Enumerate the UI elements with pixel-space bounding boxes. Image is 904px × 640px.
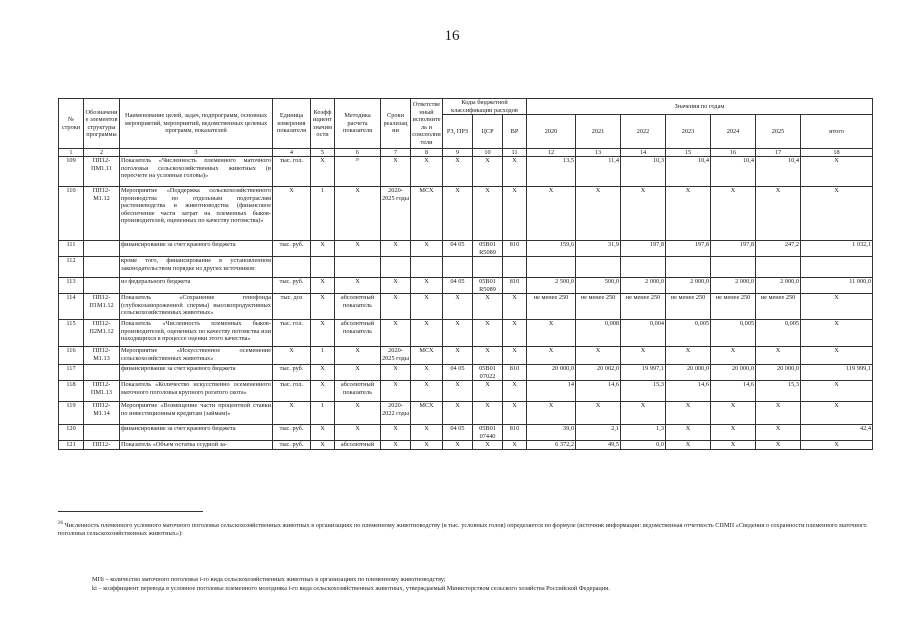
row-executor: Х (411, 157, 443, 187)
row-value-year: Х (711, 347, 756, 365)
row-no: 109 (59, 157, 84, 187)
row-method: Х (335, 187, 381, 241)
row-csr: 05В01 07440 (473, 425, 503, 441)
row-csr: Х (473, 441, 503, 450)
row-value-year: 14,6 (711, 381, 756, 402)
row-value-year: Х (527, 347, 576, 365)
row-terms: Х (381, 241, 411, 257)
row-value-year: не менее 250 (621, 294, 666, 320)
row-no: 120 (59, 425, 84, 441)
row-value-year (527, 257, 576, 278)
row-value-year: 15,3 (621, 381, 666, 402)
legend-line: МПi – количество маточного поголовья i-го вида сельскохозяйственных животных в организациях по племенному животноводству; (92, 576, 446, 583)
row-code: ПП12-П2М1.12 (84, 320, 120, 347)
row-value-year: Х (756, 187, 801, 241)
col-number: 4 (273, 149, 311, 157)
footnote-text: Численность племенного условного маточного поголовья сельскохозяйственных животных в организациях по племенному животноводству (в тыс. условных голов) определяется по формуле (источник информации: ведомственная отчетность СПМП «Сведения о сохранности племенного маточного поголовья сельскохозяйственных животных»): (58, 522, 867, 538)
row-value-year: 0,004 (621, 320, 666, 347)
row-unit (273, 257, 311, 278)
header-name: Наименование целей, задач, подпрограмм, основных мероприятий, мероприятий, ведомственных целевых программ, показателей (120, 99, 273, 149)
row-value-total: Х (801, 441, 873, 450)
row-value-year: Х (756, 425, 801, 441)
row-value-year: 14 (527, 381, 576, 402)
header-budget-codes: Коды бюджетной классификации расходов (443, 99, 527, 115)
row-value-year: 31,9 (576, 241, 621, 257)
row-method: Х (335, 278, 381, 294)
row-value-year: Х (666, 402, 711, 425)
row-value-year: 39,0 (527, 425, 576, 441)
col-number: 12 (527, 149, 576, 157)
row-value-year: Х (666, 441, 711, 450)
row-method: Х (335, 365, 381, 381)
table-row (59, 278, 873, 294)
row-name: Показатель «Количество искусственно осемененного маточного поголовья крупного рогатого скота» (120, 381, 273, 402)
row-value-year: 20 002,0 (576, 365, 621, 381)
row-csr: Х (473, 187, 503, 241)
row-no: 119 (59, 402, 84, 425)
row-name: Показатель «Численность племенных быков-производителей, оцененных по качеству потомства или находящихся в процессе оценки этого качества» (120, 320, 273, 347)
row-value-total: 11 000,0 (801, 278, 873, 294)
row-unit: Х (273, 402, 311, 425)
row-value-year: 2 000,0 (666, 278, 711, 294)
header-method: Методика расчета показателя (335, 99, 381, 149)
col-number: 2 (84, 149, 120, 157)
row-value-year: 1,3 (621, 425, 666, 441)
row-no: 118 (59, 381, 84, 402)
row-no: 110 (59, 187, 84, 241)
row-value-year: 0,0 (621, 441, 666, 450)
row-code (84, 425, 120, 441)
row-value-year: не менее 250 (756, 294, 801, 320)
row-value-year: Х (756, 441, 801, 450)
table-row (59, 294, 873, 320)
row-code (84, 257, 120, 278)
row-terms: Х (381, 425, 411, 441)
table-row (59, 157, 873, 187)
row-coef: 1 (311, 402, 335, 425)
row-value-year: 10,4 (711, 157, 756, 187)
formula-legend (92, 575, 872, 593)
row-terms: Х (381, 157, 411, 187)
col-number: 1 (59, 149, 84, 157)
row-coef: Х (311, 425, 335, 441)
table-row (59, 347, 873, 365)
row-rz: 04 05 (443, 365, 473, 381)
row-terms: Х (381, 441, 411, 450)
row-unit: Х (273, 187, 311, 241)
row-method (335, 257, 381, 278)
row-terms: Х (381, 320, 411, 347)
row-executor: Х (411, 425, 443, 441)
row-terms: 2020-2025 годы (381, 347, 411, 365)
row-csr: Х (473, 402, 503, 425)
header-row-no: № строки (59, 99, 84, 149)
row-rz: Х (443, 187, 473, 241)
row-no: 111 (59, 241, 84, 257)
row-value-year: Х (527, 320, 576, 347)
header-executor: Ответственный исполнитель и соисполнители (411, 99, 443, 149)
row-executor: Х (411, 241, 443, 257)
row-unit: тыс. руб. (273, 241, 311, 257)
footnote-divider (58, 511, 203, 512)
row-value-total: Х (801, 347, 873, 365)
row-method: абсолютный показатель (335, 294, 381, 320)
row-name: финансирование за счет краевого бюджета (120, 241, 273, 257)
row-executor: Х (411, 294, 443, 320)
row-unit: тыс. гол. (273, 320, 311, 347)
row-coef: Х (311, 441, 335, 450)
row-value-total: Х (801, 187, 873, 241)
row-rz: Х (443, 441, 473, 450)
table-row (59, 365, 873, 381)
row-method: абсолютный (335, 441, 381, 450)
row-value-year: 2 000,0 (711, 278, 756, 294)
row-unit: тыс. руб. (273, 365, 311, 381)
row-terms: 2020-2025 годы (381, 187, 411, 241)
row-method: ²⁶ (335, 157, 381, 187)
row-vr: 810 (503, 365, 527, 381)
row-csr (473, 257, 503, 278)
row-rz: Х (443, 347, 473, 365)
row-rz: Х (443, 320, 473, 347)
row-value-year: не менее 250 (527, 294, 576, 320)
row-name: Мероприятие «Возмещение части процентной ставки по инвестиционным кредитам (займам)» (120, 402, 273, 425)
row-vr: Х (503, 187, 527, 241)
row-vr: Х (503, 320, 527, 347)
row-value-total: 42,4 (801, 425, 873, 441)
row-value-total: Х (801, 157, 873, 187)
row-code: ПП12-ПМ1.11 (84, 157, 120, 187)
row-value-year: 20 000,0 (666, 365, 711, 381)
row-csr: Х (473, 381, 503, 402)
row-value-year: 247,2 (756, 241, 801, 257)
header-year: 2021 (576, 115, 621, 149)
row-name: Мероприятие «Поддержка сельскохозяйственного производства по отдельным подотраслям растениеводства и животноводства (финансовое обеспечение части затрат на племенных быков-производителей, оцененных по качеству потомства)» (120, 187, 273, 241)
row-value-total: Х (801, 381, 873, 402)
row-rz (443, 257, 473, 278)
row-value-total: Х (801, 294, 873, 320)
row-value-year: Х (621, 347, 666, 365)
row-value-year: Х (711, 425, 756, 441)
row-coef: Х (311, 365, 335, 381)
page-number: 16 (444, 28, 460, 44)
footnote-mark: 26 (58, 521, 63, 526)
row-rz: Х (443, 294, 473, 320)
row-terms: Х (381, 294, 411, 320)
row-name: Мероприятие «Искусственное осеменение сельскохозяйственных животных» (120, 347, 273, 365)
column-number-row (59, 149, 873, 157)
row-value-year: Х (756, 402, 801, 425)
row-value-year: 197,8 (621, 241, 666, 257)
table-body (59, 157, 873, 450)
program-table-container (58, 98, 872, 450)
row-value-year: 13,5 (527, 157, 576, 187)
row-value-year: Х (621, 187, 666, 241)
row-unit: тыс. доз (273, 294, 311, 320)
row-code: ПП12-М1.12 (84, 187, 120, 241)
col-number: 6 (335, 149, 381, 157)
row-value-year: Х (711, 402, 756, 425)
row-value-year: 197,8 (711, 241, 756, 257)
row-coef: Х (311, 320, 335, 347)
row-vr: 810 (503, 278, 527, 294)
row-coef: 1 (311, 187, 335, 241)
header-year: 2022 (621, 115, 666, 149)
table-row (59, 320, 873, 347)
col-number: 15 (666, 149, 711, 157)
col-number: 9 (443, 149, 473, 157)
row-vr: Х (503, 402, 527, 425)
row-rz: Х (443, 157, 473, 187)
legend-line: ki – коэффициент перевода в условное поголовье племенного молодняка i-го вида сельскохозяйственных животных, утверждаемый Министерством сельского хозяйства Российской Федерации. (92, 585, 611, 592)
row-method: Х (335, 425, 381, 441)
header-values-by-year: Значения по годам (527, 99, 873, 115)
row-code (84, 365, 120, 381)
row-terms: 2020-2022 годы (381, 402, 411, 425)
row-executor: МСХ (411, 347, 443, 365)
row-value-year: Х (666, 347, 711, 365)
row-no: 112 (59, 257, 84, 278)
row-value-year: не менее 250 (576, 294, 621, 320)
row-vr: Х (503, 294, 527, 320)
row-value-total: 119 999,1 (801, 365, 873, 381)
row-code: ПП12-М1.14 (84, 402, 120, 425)
row-value-year: Х (711, 187, 756, 241)
row-vr: 810 (503, 425, 527, 441)
row-value-year: 0,005 (666, 320, 711, 347)
row-value-total: Х (801, 402, 873, 425)
row-value-year: 197,8 (666, 241, 711, 257)
row-no: 113 (59, 278, 84, 294)
row-vr (503, 257, 527, 278)
row-value-total: Х (801, 320, 873, 347)
row-value-year (711, 257, 756, 278)
row-value-year: 14,6 (666, 381, 711, 402)
table-row (59, 241, 873, 257)
row-executor: Х (411, 441, 443, 450)
row-coef: 1 (311, 347, 335, 365)
row-terms: Х (381, 381, 411, 402)
row-value-year: 19 997,1 (621, 365, 666, 381)
header-year: 2023 (666, 115, 711, 149)
row-value-year: 159,6 (527, 241, 576, 257)
row-code: ПП12-М1.13 (84, 347, 120, 365)
col-number: 3 (120, 149, 273, 157)
header-vr: ВР (503, 115, 527, 149)
table-row (59, 381, 873, 402)
row-value-year: Х (711, 441, 756, 450)
row-terms: Х (381, 365, 411, 381)
row-no: 116 (59, 347, 84, 365)
row-value-year: 20 000,0 (711, 365, 756, 381)
row-value-year: Х (576, 347, 621, 365)
row-name: из федерального бюджета (120, 278, 273, 294)
row-no: 121 (59, 441, 84, 450)
row-value-year: Х (576, 187, 621, 241)
row-method: Х (335, 347, 381, 365)
row-value-year (576, 257, 621, 278)
col-number: 11 (503, 149, 527, 157)
header-csr: ЦСР (473, 115, 503, 149)
row-vr: Х (503, 441, 527, 450)
row-method: абсолютный показатель (335, 320, 381, 347)
row-rz: 04 05 (443, 425, 473, 441)
row-vr: 810 (503, 241, 527, 257)
row-value-year: 2,1 (576, 425, 621, 441)
row-value-year: 2 000,0 (756, 278, 801, 294)
row-name: финансирование за счет краевого бюджета (120, 425, 273, 441)
row-csr: Х (473, 294, 503, 320)
row-vr: Х (503, 381, 527, 402)
col-number: 13 (576, 149, 621, 157)
row-value-year: 15,3 (756, 381, 801, 402)
row-unit: тыс. руб. (273, 425, 311, 441)
header-coef: Коэффициент значимости (311, 99, 335, 149)
row-value-year: 6 372,2 (527, 441, 576, 450)
header-total: итого (801, 115, 873, 149)
col-number: 10 (473, 149, 503, 157)
row-value-year: 20 000,0 (527, 365, 576, 381)
row-rz: 04 05 (443, 278, 473, 294)
row-executor: МСХ (411, 402, 443, 425)
row-method: абсолютный показатель (335, 381, 381, 402)
row-value-year: 10,4 (756, 157, 801, 187)
row-name: Показатель «Сохранение генофонда (глубокозамороженной спермы) высокопродуктивных сельскохозяйственных животных» (120, 294, 273, 320)
row-csr: Х (473, 347, 503, 365)
header-year: 2025 (756, 115, 801, 149)
row-value-total: 1 032,1 (801, 241, 873, 257)
row-terms (381, 257, 411, 278)
row-value-year: 2 500,0 (527, 278, 576, 294)
row-unit: тыс. руб. (273, 441, 311, 450)
row-rz: Х (443, 381, 473, 402)
row-value-year: 0,005 (711, 320, 756, 347)
row-no: 115 (59, 320, 84, 347)
row-value-year: Х (756, 347, 801, 365)
row-executor (411, 257, 443, 278)
row-executor: Х (411, 278, 443, 294)
row-code (84, 241, 120, 257)
row-no: 114 (59, 294, 84, 320)
col-number: 7 (381, 149, 411, 157)
row-executor: Х (411, 381, 443, 402)
row-value-year: 14,6 (576, 381, 621, 402)
row-value-year: 500,0 (576, 278, 621, 294)
row-value-year (621, 257, 666, 278)
row-value-year: 10,4 (666, 157, 711, 187)
col-number: 5 (311, 149, 335, 157)
row-value-year: Х (666, 425, 711, 441)
row-value-year: 10,3 (621, 157, 666, 187)
row-coef: Х (311, 278, 335, 294)
row-unit: тыс. гол. (273, 157, 311, 187)
row-no: 117 (59, 365, 84, 381)
row-coef: Х (311, 241, 335, 257)
row-csr: 05В01 R5089 (473, 278, 503, 294)
row-name: Показатель «Объем остатка ссудной за- (120, 441, 273, 450)
row-terms: Х (381, 278, 411, 294)
row-code: ПП12- (84, 441, 120, 450)
row-value-year: Х (527, 402, 576, 425)
row-executor: Х (411, 365, 443, 381)
program-table (58, 98, 873, 450)
row-value-year: Х (527, 187, 576, 241)
col-number: 18 (801, 149, 873, 157)
row-vr: Х (503, 157, 527, 187)
row-coef: Х (311, 157, 335, 187)
col-number: 17 (756, 149, 801, 157)
row-name: кроме того, финансирование в установленном законодательством порядке из других источников: (120, 257, 273, 278)
row-value-year: не менее 250 (711, 294, 756, 320)
row-value-year: 20 000,0 (756, 365, 801, 381)
footnote (58, 520, 872, 538)
row-value-year (666, 257, 711, 278)
row-code: ПП12-ПМ1.13 (84, 381, 120, 402)
header-year: 2024 (711, 115, 756, 149)
row-value-total (801, 257, 873, 278)
row-coef: Х (311, 381, 335, 402)
row-code (84, 278, 120, 294)
row-csr: Х (473, 157, 503, 187)
row-executor: МСХ (411, 187, 443, 241)
row-coef (311, 257, 335, 278)
row-unit: тыс. гол. (273, 381, 311, 402)
row-name: финансирование за счет краевого бюджета (120, 365, 273, 381)
table-row (59, 187, 873, 241)
row-value-year: не менее 250 (666, 294, 711, 320)
header-terms: Сроки реализации (381, 99, 411, 149)
table-row (59, 441, 873, 450)
row-value-year: Х (576, 402, 621, 425)
table-row (59, 402, 873, 425)
row-value-year: Х (621, 402, 666, 425)
header-year: 2020 (527, 115, 576, 149)
col-number: 8 (411, 149, 443, 157)
table-row (59, 257, 873, 278)
row-unit: тыс. руб. (273, 278, 311, 294)
row-name: Показатель «Численность племенного маточного поголовья сельскохозяйственных животных (в пересчете на условные головы)» (120, 157, 273, 187)
row-rz: Х (443, 402, 473, 425)
row-value-year: 11,4 (576, 157, 621, 187)
header-designation: Обозначение элементов структуры программы (84, 99, 120, 149)
row-executor: Х (411, 320, 443, 347)
row-csr: 05В01 07022 (473, 365, 503, 381)
row-method: Х (335, 402, 381, 425)
header-unit: Единица измерения показателя (273, 99, 311, 149)
row-vr: Х (503, 347, 527, 365)
row-value-year: 0,008 (576, 320, 621, 347)
row-code: ПП12-П1М1.12 (84, 294, 120, 320)
col-number: 14 (621, 149, 666, 157)
row-unit: Х (273, 347, 311, 365)
row-value-year (756, 257, 801, 278)
row-coef: Х (311, 294, 335, 320)
row-method: Х (335, 241, 381, 257)
row-value-year: 0,005 (756, 320, 801, 347)
table-row (59, 425, 873, 441)
row-csr: Х (473, 320, 503, 347)
row-value-year: Х (666, 187, 711, 241)
row-csr: 05В01 R5089 (473, 241, 503, 257)
header-rz: РЗ, ПРЗ (443, 115, 473, 149)
row-value-year: 2 000,0 (621, 278, 666, 294)
row-value-year: 49,5 (576, 441, 621, 450)
col-number: 16 (711, 149, 756, 157)
row-rz: 04 05 (443, 241, 473, 257)
